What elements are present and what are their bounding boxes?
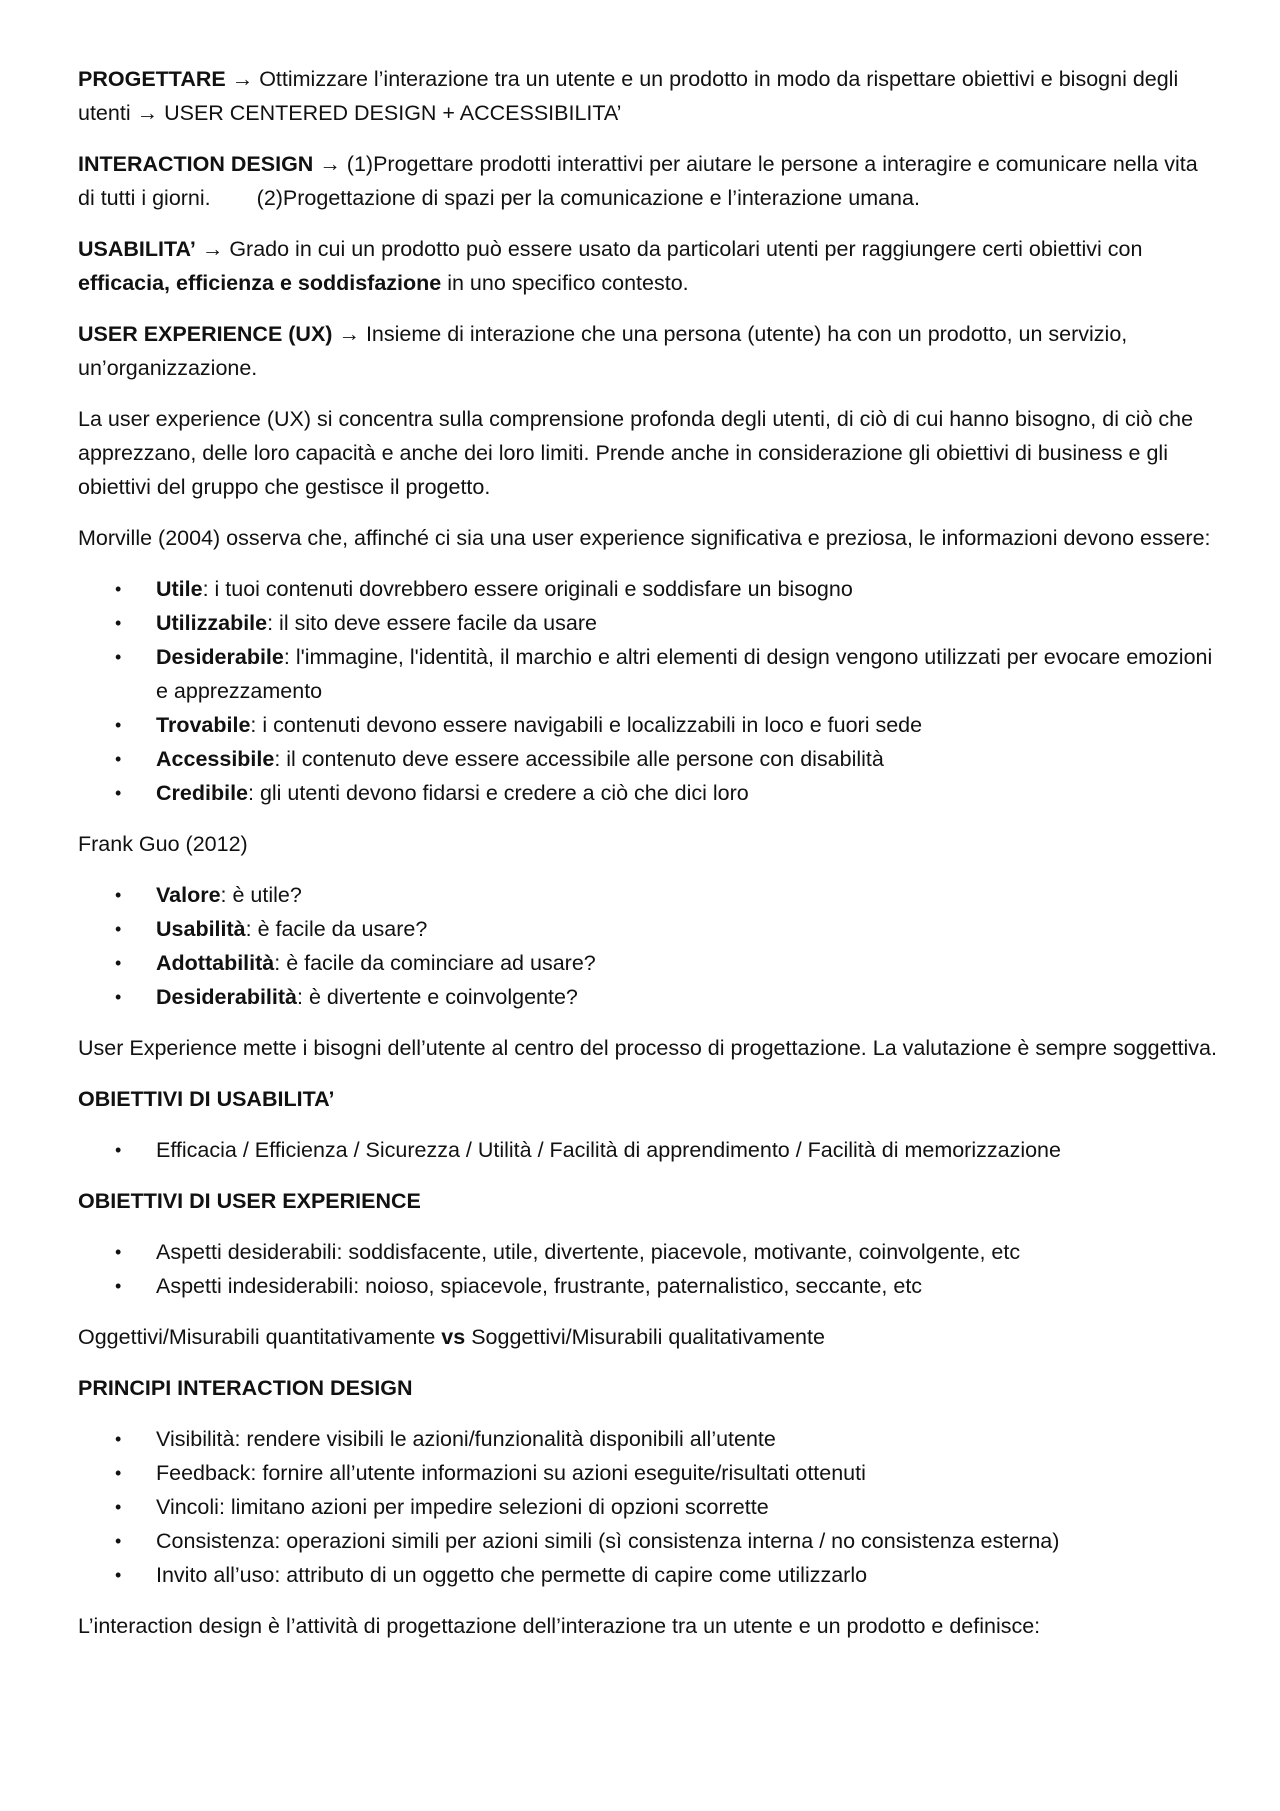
list-item: • Usabilità: è facile da usare?	[78, 912, 1218, 946]
arrow-right-icon: →	[231, 67, 254, 91]
paragraph-morville: Morville (2004) osserva che, affinché ci sia una user experience significativa e preziosa, le informazioni devono essere:	[78, 526, 1211, 550]
heading-obiettivi-usabilita: OBIETTIVI DI USABILITA’	[78, 1087, 335, 1111]
bullet-icon: •	[115, 647, 122, 667]
list-item: • Visibilità: rendere visibili le azioni/funzionalità disponibili all’utente	[78, 1422, 1218, 1456]
list-item: • Vincoli: limitano azioni per impedire selezioni di opzioni scorrette	[78, 1490, 1218, 1524]
list-item: • Adottabilità: è facile da cominciare ad usare?	[78, 946, 1218, 980]
bullet-icon: •	[115, 613, 122, 633]
paragraph-oggettivi-vs-soggettivi: Oggettivi/Misurabili quantitativamente vs Soggettivi/Misurabili qualitativamente	[78, 1325, 825, 1349]
list-item: • Valore: è utile?	[78, 878, 1218, 912]
bullet-icon: •	[115, 749, 122, 769]
definition-progettare-result: USER CENTERED DESIGN + ACCESSIBILITA’	[164, 101, 622, 125]
paragraph-user-experience	[78, 317, 1218, 385]
list-item: • Trovabile: i contenuti devono essere navigabili e localizzabili in loco e fuori sede	[78, 708, 1218, 742]
list-item: • Invito all’uso: attributo di un oggetto che permette di capire come utilizzarlo	[78, 1558, 1218, 1592]
bullet-icon: •	[115, 1497, 122, 1517]
heading-principi-interaction-design: PRINCIPI INTERACTION DESIGN	[78, 1376, 413, 1400]
bullet-icon: •	[115, 579, 122, 599]
list-item: • Consistenza: operazioni simili per azioni simili (sì consistenza interna / no consistenza esterna)	[78, 1524, 1218, 1558]
bullet-icon: •	[115, 1242, 122, 1262]
bullet-icon: •	[115, 885, 122, 905]
bullet-icon: •	[115, 1463, 122, 1483]
list-obiettivi-usabilita	[78, 1133, 1218, 1167]
bullet-icon: •	[115, 715, 122, 735]
definition-usabilita-end: in uno specifico contesto.	[447, 271, 689, 295]
list-item: • Aspetti indesiderabili: noioso, spiacevole, frustrante, paternalistico, seccante, etc	[78, 1269, 1218, 1303]
paragraph-ux-center: User Experience mette i bisogni dell’utente al centro del processo di progettazione. La valutazione è sempre soggettiva.	[78, 1036, 1217, 1060]
term-progettare: PROGETTARE	[78, 67, 226, 91]
list-item: • Utilizzabile: il sito deve essere facile da usare	[78, 606, 1218, 640]
definition-usabilita-bold: efficacia, efficienza e soddisfazione	[78, 271, 442, 295]
list-item: • Credibile: gli utenti devono fidarsi e credere a ciò che dici loro	[78, 776, 1218, 810]
list-principi	[78, 1422, 1218, 1592]
definition-progettare: Ottimizzare l’interazione tra un utente e un prodotto in modo da rispettare obiettivi e bisogni degli utenti	[78, 67, 1179, 125]
bullet-icon: •	[115, 1531, 122, 1551]
paragraph-interaction-design	[78, 147, 1218, 215]
arrow-right-icon: →	[201, 237, 224, 261]
paragraph-usabilita	[78, 232, 1218, 300]
arrow-right-icon: →	[319, 152, 341, 176]
document-page	[78, 62, 1218, 1660]
paragraph-ux-description: La user experience (UX) si concentra sulla comprensione profonda degli utenti, di ciò di cui hanno bisogno, di ciò che apprezzano, delle loro capacità e anche dei loro limiti. Prende anche in considerazione gli obiettivi di business e gli obiettivi del gruppo che gestisce il progetto.	[78, 407, 1194, 499]
bullet-icon: •	[115, 919, 122, 939]
paragraph-frank-guo: Frank Guo (2012)	[78, 832, 248, 856]
heading-obiettivi-ux: OBIETTIVI DI USER EXPERIENCE	[78, 1189, 421, 1213]
bullet-icon: •	[115, 1565, 122, 1585]
bullet-icon: •	[115, 1429, 122, 1449]
definition-interaction-design-2: (2)Progettazione di spazi per la comunicazione e l’interazione umana.	[256, 186, 920, 210]
list-item: • Accessibile: il contenuto deve essere accessibile alle persone con disabilità	[78, 742, 1218, 776]
list-guo	[78, 878, 1218, 1014]
definition-user-experience: Insieme di interazione che una persona (utente) ha con un prodotto, un servizio, un’organizzazione.	[78, 322, 1128, 380]
list-item: • Aspetti desiderabili: soddisfacente, utile, divertente, piacevole, motivante, coinvolgente, etc	[78, 1235, 1218, 1269]
list-item: • Desiderabilità: è divertente e coinvolgente?	[78, 980, 1218, 1014]
bullet-icon: •	[115, 1140, 122, 1160]
arrow-right-icon: →	[338, 322, 360, 346]
list-item: • Efficacia / Efficienza / Sicurezza / Utilità / Facilità di apprendimento / Facilità di memorizzazione	[78, 1133, 1218, 1167]
paragraph-progettare	[78, 62, 1218, 130]
term-interaction-design: INTERACTION DESIGN	[78, 152, 314, 176]
list-item: • Utile: i tuoi contenuti dovrebbero essere originali e soddisfare un bisogno	[78, 572, 1218, 606]
list-morville	[78, 572, 1218, 810]
list-item: • Feedback: fornire all’utente informazioni su azioni eseguite/risultati ottenuti	[78, 1456, 1218, 1490]
definition-interaction-design-1: (1)Progettare prodotti interattivi per aiutare le persone a interagire e comunicare nella vita di tutti i giorni.	[78, 152, 1198, 210]
definition-usabilita: Grado in cui un prodotto può essere usato da particolari utenti per raggiungere certi obiettivi con	[229, 237, 1143, 261]
list-obiettivi-ux	[78, 1235, 1218, 1303]
term-usabilita: USABILITA’	[78, 237, 196, 261]
paragraph-interaction-design-definisce: L’interaction design è l’attività di progettazione dell’interazione tra un utente e un prodotto e definisce:	[78, 1614, 1041, 1638]
bullet-icon: •	[115, 1276, 122, 1296]
bullet-icon: •	[115, 783, 122, 803]
arrow-right-icon: →	[136, 101, 159, 125]
list-item: • Desiderabile: l'immagine, l'identità, il marchio e altri elementi di design vengono utilizzati per evocare emozioni e apprezzamento	[78, 640, 1218, 708]
term-user-experience: USER EXPERIENCE (UX)	[78, 322, 333, 346]
bullet-icon: •	[115, 987, 122, 1007]
bullet-icon: •	[115, 953, 122, 973]
